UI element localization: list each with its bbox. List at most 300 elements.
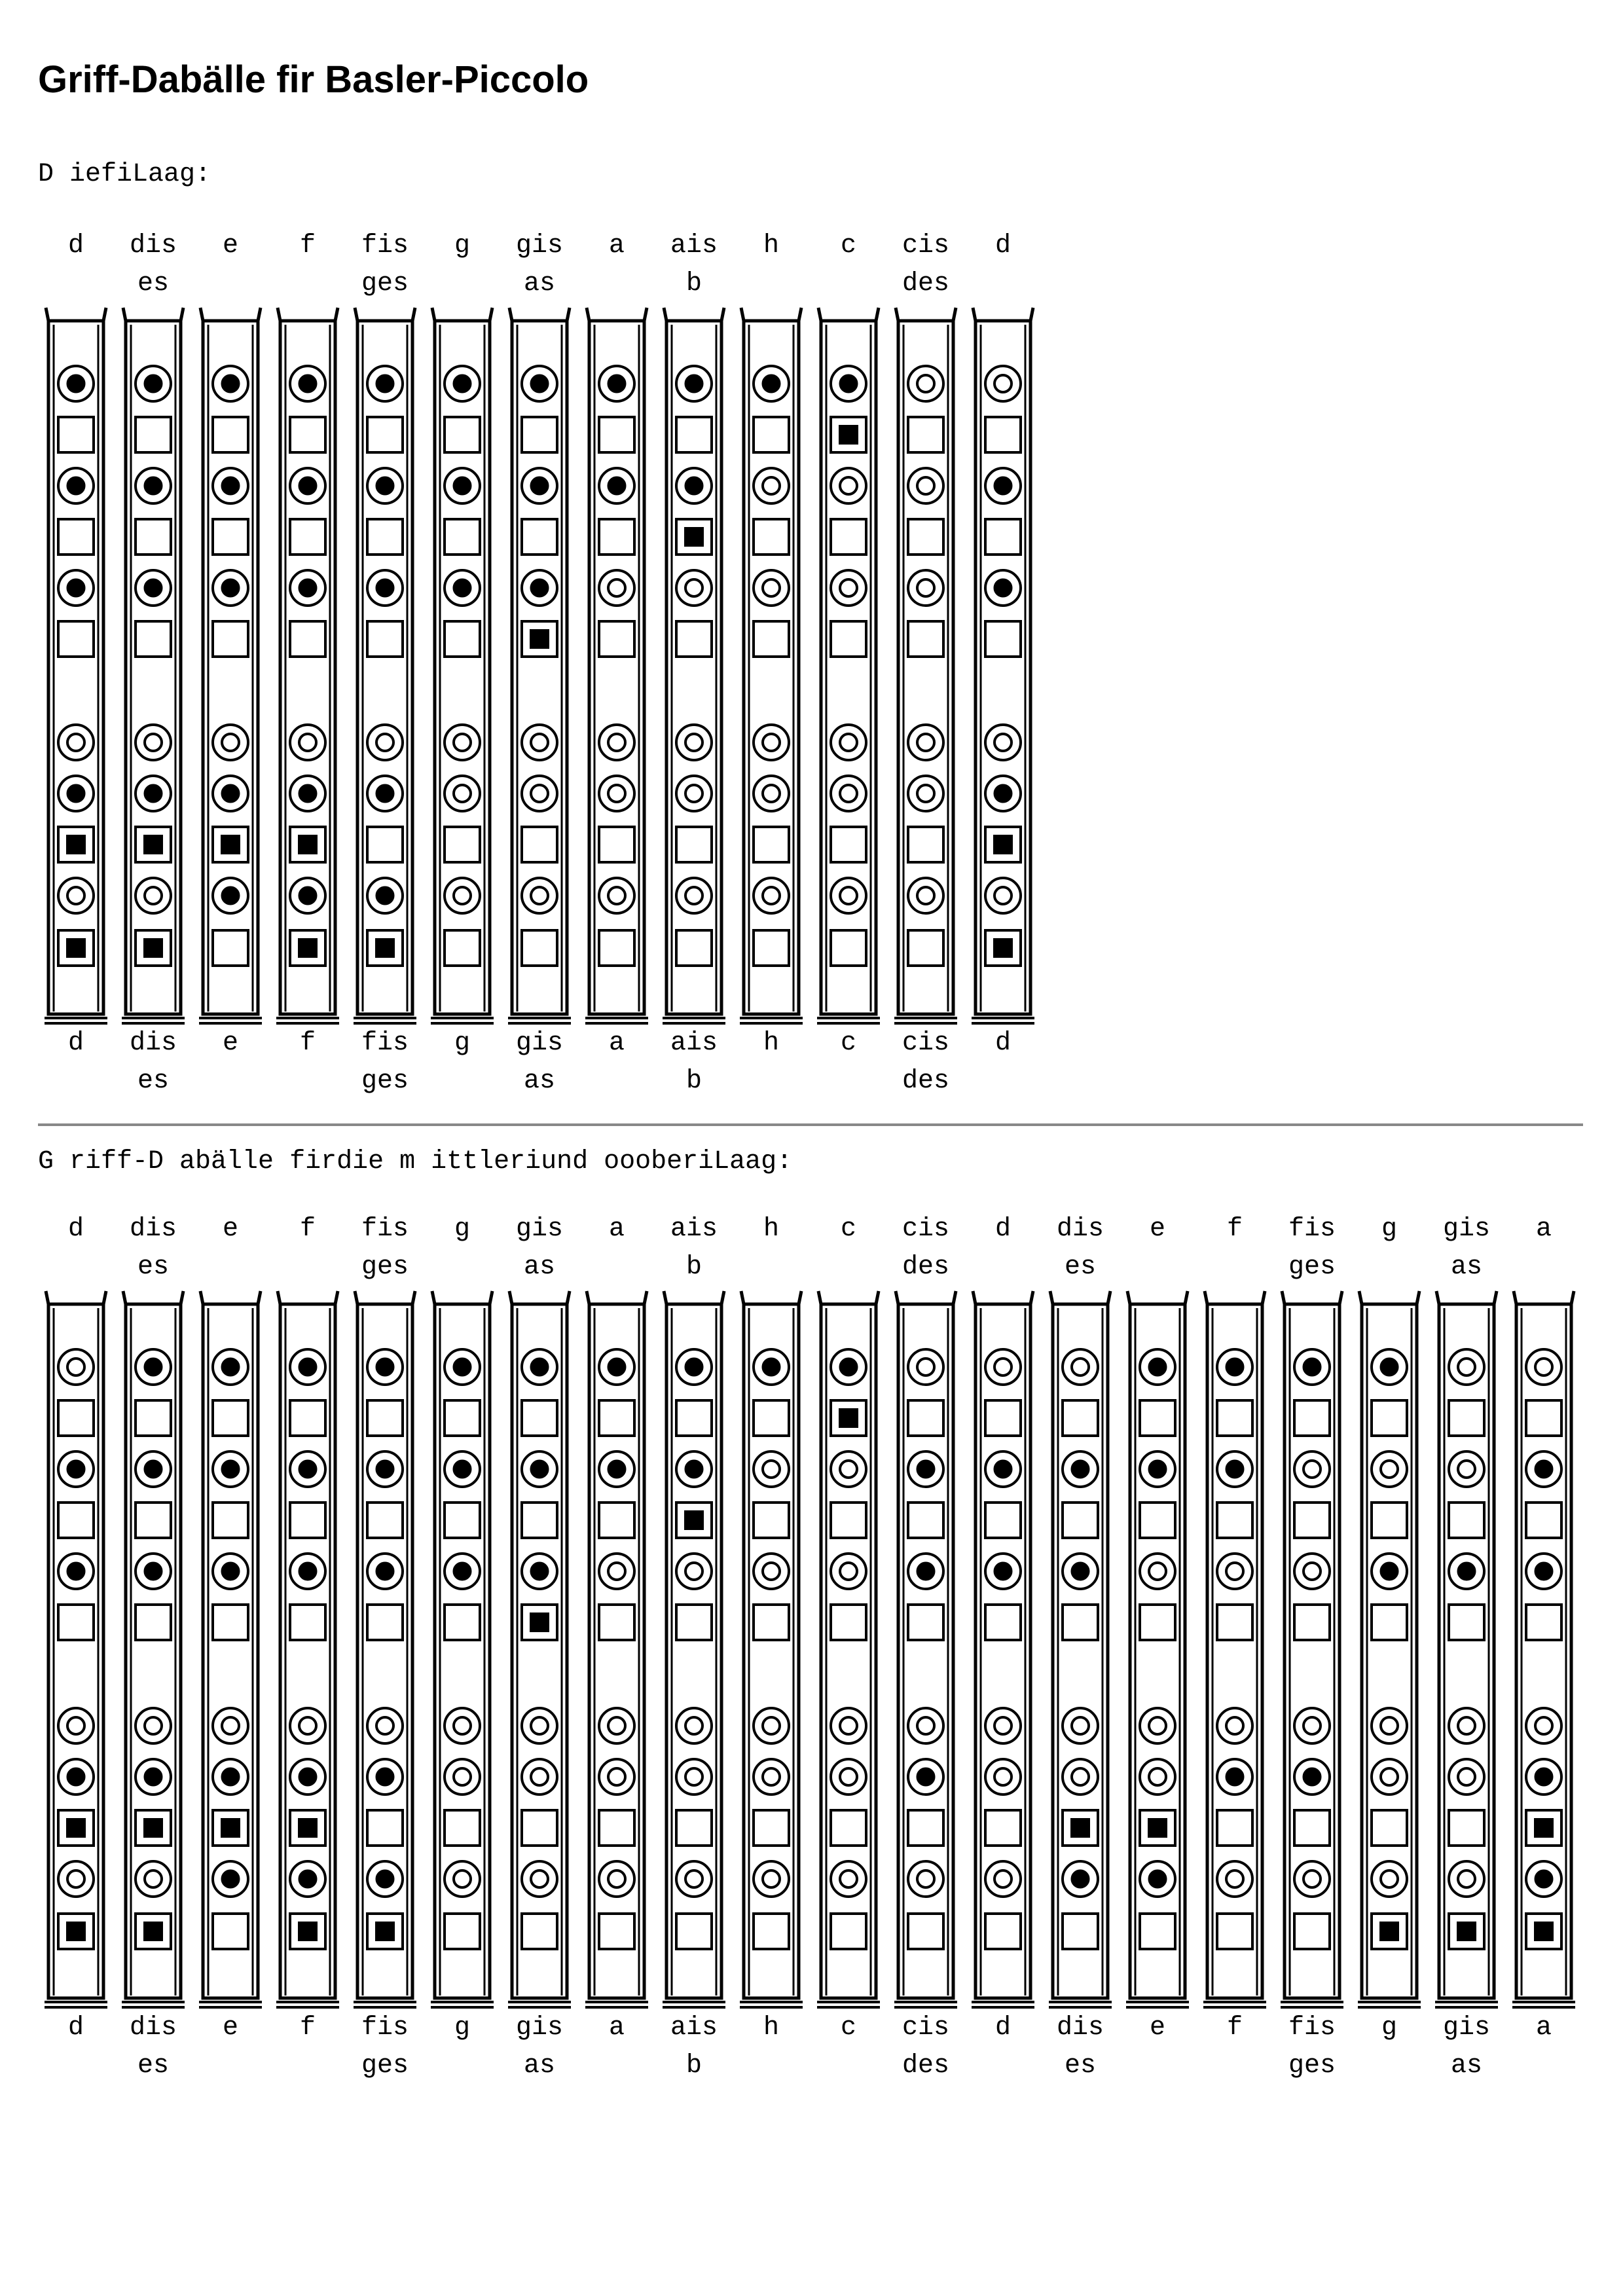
closed-hole-fill	[1303, 1768, 1321, 1786]
note-name-label: c	[840, 2013, 856, 2043]
fingering-column	[508, 1291, 571, 2007]
note-name-label: gis	[515, 1029, 563, 1058]
note-name-label: dis	[1056, 2013, 1104, 2043]
open-hole-ring	[1458, 1768, 1475, 1785]
note-name-label: f	[299, 1029, 316, 1058]
closed-hole-fill	[1457, 1562, 1476, 1580]
open-hole-ring	[145, 1717, 162, 1734]
closed-hole-fill	[453, 1562, 471, 1580]
closed-hole-fill	[376, 1768, 394, 1786]
open-key-icon	[1140, 1400, 1175, 1436]
note-name-label: fis	[361, 231, 409, 261]
note-name-label: d	[994, 2013, 1011, 2043]
note-name-label: gis	[1442, 1214, 1490, 1244]
closed-hole-fill	[67, 1562, 85, 1580]
closed-key-fill	[375, 1922, 395, 1941]
closed-hole-fill	[917, 1562, 935, 1580]
open-key-icon	[136, 1503, 171, 1538]
open-key-icon	[1063, 1605, 1098, 1640]
open-hole-ring	[1072, 1717, 1089, 1734]
open-hole-ring	[763, 1768, 780, 1785]
fingering-column	[1512, 1291, 1575, 2007]
note-name-label: g	[454, 231, 470, 261]
closed-hole-fill	[453, 1358, 471, 1376]
open-hole-ring	[1304, 1717, 1321, 1734]
note-alt-name-label: ges	[361, 269, 409, 299]
note-name-label: h	[763, 231, 779, 261]
open-hole-ring	[531, 1870, 548, 1887]
note-name-label: e	[222, 231, 238, 261]
closed-hole-fill	[685, 1358, 703, 1376]
open-key-icon	[1449, 1810, 1484, 1846]
note-name-label: e	[1149, 2013, 1165, 2043]
open-hole-ring	[299, 1717, 316, 1734]
open-hole-ring	[67, 1870, 84, 1887]
open-hole-ring	[1535, 1358, 1552, 1376]
open-key-icon	[1294, 1810, 1330, 1846]
note-name-label: a	[1535, 1214, 1552, 1244]
note-name-label: ais	[670, 1029, 718, 1058]
closed-hole-fill	[608, 1460, 626, 1478]
open-key-icon	[754, 1400, 789, 1436]
open-key-icon	[445, 1503, 480, 1538]
note-alt-name-label: b	[685, 1066, 702, 1096]
open-hole-ring	[917, 1870, 934, 1887]
closed-hole-fill	[1535, 1870, 1553, 1888]
closed-key-fill	[1379, 1922, 1399, 1941]
tube-top	[587, 1291, 647, 1304]
closed-hole-fill	[376, 1870, 394, 1888]
closed-hole-fill	[1226, 1460, 1244, 1478]
fingering-column	[585, 1291, 648, 2007]
tube-top	[1205, 1291, 1265, 1304]
fingering-column	[894, 1291, 957, 2007]
open-hole-ring	[1226, 1870, 1243, 1887]
open-key-icon	[445, 1914, 480, 1949]
note-name-label: f	[1226, 1214, 1243, 1244]
open-key-icon	[213, 1400, 248, 1436]
closed-key-fill	[1534, 1922, 1554, 1941]
closed-hole-fill	[299, 1460, 317, 1478]
open-hole-ring	[608, 1768, 625, 1785]
note-name-label: d	[994, 1214, 1011, 1244]
note-name-label: fis	[361, 1214, 409, 1244]
note-name-label: a	[1535, 2013, 1552, 2043]
tube-top	[355, 1291, 415, 1304]
note-name-label: d	[994, 1029, 1011, 1058]
tube-top	[1050, 1291, 1110, 1304]
open-key-icon	[599, 1914, 634, 1949]
fingering-column	[972, 1291, 1034, 2007]
open-key-icon	[367, 1503, 403, 1538]
section-heading-low-register: D iefiLaag:	[38, 160, 211, 189]
closed-hole-fill	[608, 1358, 626, 1376]
open-hole-ring	[994, 1768, 1012, 1785]
tube-top	[1127, 1291, 1188, 1304]
note-alt-name-label: es	[137, 2051, 169, 2081]
open-hole-ring	[1381, 1461, 1398, 1478]
closed-hole-fill	[144, 1358, 162, 1376]
closed-hole-fill	[530, 1460, 549, 1478]
note-name-label: f	[299, 231, 316, 261]
closed-hole-fill	[299, 1768, 317, 1786]
note-name-label: cis	[902, 1214, 949, 1244]
open-key-icon	[367, 1605, 403, 1640]
tube-top	[896, 1291, 956, 1304]
closed-hole-fill	[221, 1460, 240, 1478]
open-key-icon	[1372, 1605, 1407, 1640]
open-key-icon	[1217, 1914, 1252, 1949]
closed-hole-fill	[299, 1358, 317, 1376]
open-key-icon	[754, 1503, 789, 1538]
open-hole-ring	[994, 1358, 1012, 1376]
note-name-label: cis	[902, 1029, 949, 1058]
open-hole-ring	[1381, 1870, 1398, 1887]
note-name-label: c	[840, 231, 856, 261]
open-hole-ring	[840, 1563, 857, 1580]
fingering-column	[817, 1291, 880, 2007]
closed-hole-fill	[1148, 1460, 1167, 1478]
note-name-label: c	[840, 1214, 856, 1244]
closed-key-fill	[66, 1818, 86, 1838]
open-key-icon	[1294, 1605, 1330, 1640]
note-name-label: fis	[1288, 1214, 1336, 1244]
closed-key-fill	[839, 1408, 858, 1428]
open-key-icon	[522, 1810, 557, 1846]
open-key-icon	[754, 1605, 789, 1640]
open-hole-ring	[454, 1870, 471, 1887]
closed-hole-fill	[376, 1358, 394, 1376]
closed-hole-fill	[1380, 1358, 1398, 1376]
open-key-icon	[136, 1400, 171, 1436]
note-alt-name-label: des	[902, 1252, 949, 1282]
open-hole-ring	[1458, 1358, 1475, 1376]
open-hole-ring	[67, 1358, 84, 1376]
fingering-column	[740, 1291, 803, 2007]
closed-hole-fill	[1071, 1562, 1089, 1580]
open-key-icon	[213, 1914, 248, 1949]
note-alt-name-label: des	[902, 269, 949, 299]
open-hole-ring	[1226, 1563, 1243, 1580]
closed-key-fill	[143, 1818, 163, 1838]
note-name-label: d	[67, 1214, 84, 1244]
open-key-icon	[1217, 1400, 1252, 1436]
open-hole-ring	[1072, 1358, 1089, 1376]
open-hole-ring	[917, 1358, 934, 1376]
open-hole-ring	[1149, 1717, 1166, 1734]
tube-top	[432, 1291, 492, 1304]
note-name-label: c	[840, 1029, 856, 1058]
open-hole-ring	[1226, 1717, 1243, 1734]
open-key-icon	[290, 1400, 325, 1436]
closed-hole-fill	[530, 1358, 549, 1376]
note-name-label: g	[454, 2013, 470, 2043]
open-hole-ring	[840, 1870, 857, 1887]
note-name-label: f	[299, 2013, 316, 2043]
open-hole-ring	[145, 1870, 162, 1887]
tube-top	[200, 1291, 261, 1304]
open-key-icon	[676, 1400, 712, 1436]
open-hole-ring	[608, 1870, 625, 1887]
tube-top	[278, 1291, 338, 1304]
note-alt-name-label: b	[685, 1252, 702, 1282]
closed-key-fill	[1148, 1818, 1167, 1838]
open-hole-ring	[1458, 1870, 1475, 1887]
closed-hole-fill	[1071, 1460, 1089, 1478]
note-name-label: cis	[902, 231, 949, 261]
open-key-icon	[1526, 1400, 1561, 1436]
fingering-column	[1435, 1291, 1498, 2007]
note-name-label: d	[67, 1029, 84, 1058]
note-alt-name-label: des	[902, 2051, 949, 2081]
note-alt-name-label: es	[137, 269, 169, 299]
note-alt-name-label: as	[523, 1066, 555, 1096]
note-name-label: dis	[1056, 1214, 1104, 1244]
open-key-icon	[445, 1605, 480, 1640]
note-name-label: d	[67, 231, 84, 261]
open-hole-ring	[1381, 1768, 1398, 1785]
open-key-icon	[290, 1605, 325, 1640]
open-key-icon	[908, 1810, 943, 1846]
note-name-label: g	[454, 1029, 470, 1058]
note-name-label: a	[608, 2013, 625, 2043]
open-key-icon	[1372, 1810, 1407, 1846]
open-key-icon	[599, 1605, 634, 1640]
open-key-icon	[213, 1605, 248, 1640]
fingering-column	[1203, 1291, 1266, 2007]
open-key-icon	[58, 1605, 94, 1640]
closed-hole-fill	[221, 1562, 240, 1580]
open-hole-ring	[763, 1461, 780, 1478]
open-key-icon	[1449, 1400, 1484, 1436]
open-hole-ring	[1381, 1717, 1398, 1734]
open-key-icon	[908, 1400, 943, 1436]
closed-hole-fill	[221, 1768, 240, 1786]
closed-hole-fill	[221, 1870, 240, 1888]
note-alt-name-label: es	[137, 1252, 169, 1282]
closed-hole-fill	[994, 1460, 1012, 1478]
closed-hole-fill	[1303, 1358, 1321, 1376]
note-name-label: g	[454, 1214, 470, 1244]
note-name-label: d	[994, 231, 1011, 261]
closed-hole-fill	[67, 1768, 85, 1786]
open-key-icon	[831, 1914, 866, 1949]
open-key-icon	[831, 1605, 866, 1640]
open-key-icon	[1063, 1400, 1098, 1436]
open-key-icon	[1140, 1914, 1175, 1949]
closed-key-fill	[221, 1818, 240, 1838]
closed-hole-fill	[1380, 1562, 1398, 1580]
open-hole-ring	[685, 1717, 702, 1734]
open-hole-ring	[1072, 1768, 1089, 1785]
note-name-label: dis	[129, 2013, 177, 2043]
open-key-icon	[58, 1400, 94, 1436]
open-hole-ring	[1149, 1768, 1166, 1785]
open-key-icon	[908, 1605, 943, 1640]
note-name-label: e	[222, 1029, 238, 1058]
note-name-label: a	[608, 1029, 625, 1058]
fingering-column	[1281, 1291, 1343, 2007]
note-name-label: fis	[361, 2013, 409, 2043]
closed-key-fill	[1070, 1818, 1090, 1838]
open-key-icon	[908, 1503, 943, 1538]
closed-hole-fill	[1226, 1358, 1244, 1376]
open-key-icon	[445, 1400, 480, 1436]
closed-hole-fill	[1148, 1870, 1167, 1888]
note-name-label: dis	[129, 1214, 177, 1244]
open-key-icon	[676, 1605, 712, 1640]
note-name-label: gis	[515, 231, 563, 261]
open-key-icon	[1294, 1914, 1330, 1949]
note-alt-name-label: ges	[361, 1252, 409, 1282]
fingering-column	[276, 1291, 339, 2007]
open-hole-ring	[840, 1768, 857, 1785]
open-hole-ring	[840, 1461, 857, 1478]
tube-top	[509, 1291, 570, 1304]
tube-top	[123, 1291, 183, 1304]
note-alt-name-label: es	[1064, 1252, 1096, 1282]
closed-key-fill	[1457, 1922, 1476, 1941]
fingering-column	[354, 1291, 416, 2007]
open-hole-ring	[763, 1717, 780, 1734]
closed-hole-fill	[762, 1358, 780, 1376]
tube-top	[818, 1291, 879, 1304]
open-key-icon	[985, 1503, 1021, 1538]
open-key-icon	[831, 1810, 866, 1846]
note-name-label: f	[299, 1214, 316, 1244]
fingering-column	[1358, 1291, 1421, 2007]
open-key-icon	[136, 1605, 171, 1640]
closed-key-fill	[530, 1613, 549, 1632]
note-name-label: f	[1226, 2013, 1243, 2043]
note-alt-name-label: des	[902, 1066, 949, 1096]
note-name-label: d	[67, 2013, 84, 2043]
open-key-icon	[908, 1914, 943, 1949]
open-hole-ring	[1535, 1717, 1552, 1734]
closed-hole-fill	[144, 1460, 162, 1478]
open-hole-ring	[531, 1768, 548, 1785]
open-hole-ring	[1149, 1563, 1166, 1580]
closed-hole-fill	[1226, 1768, 1244, 1786]
open-key-icon	[1140, 1605, 1175, 1640]
fingering-column	[45, 1291, 107, 2007]
note-name-label: cis	[902, 2013, 949, 2043]
open-hole-ring	[1304, 1563, 1321, 1580]
tube-top	[973, 1291, 1033, 1304]
open-key-icon	[599, 1400, 634, 1436]
section-heading-middle-upper-register: G riff-D abälle firdie m ittleriund oooberiLaag:	[38, 1147, 793, 1176]
open-key-icon	[1372, 1400, 1407, 1436]
open-key-icon	[213, 1503, 248, 1538]
open-key-icon	[522, 1400, 557, 1436]
open-key-icon	[1140, 1503, 1175, 1538]
closed-key-fill	[298, 1818, 318, 1838]
note-name-label: a	[608, 1214, 625, 1244]
closed-key-fill	[66, 1922, 86, 1941]
closed-hole-fill	[685, 1460, 703, 1478]
open-key-icon	[1372, 1503, 1407, 1538]
note-name-label: gis	[515, 2013, 563, 2043]
open-key-icon	[1217, 1605, 1252, 1640]
note-alt-name-label: ges	[361, 1066, 409, 1096]
closed-hole-fill	[1535, 1768, 1553, 1786]
open-hole-ring	[1304, 1461, 1321, 1478]
open-hole-ring	[1304, 1870, 1321, 1887]
closed-hole-fill	[453, 1460, 471, 1478]
note-alt-name-label: ges	[1288, 2051, 1336, 2081]
note-alt-name-label: as	[523, 1252, 555, 1282]
note-name-label: dis	[129, 1029, 177, 1058]
closed-key-fill	[1534, 1818, 1554, 1838]
note-alt-name-label: as	[1450, 1252, 1482, 1282]
tube-top	[1359, 1291, 1419, 1304]
open-hole-ring	[376, 1717, 393, 1734]
open-key-icon	[985, 1810, 1021, 1846]
open-hole-ring	[763, 1870, 780, 1887]
note-name-label: dis	[129, 231, 177, 261]
note-name-label: e	[222, 1214, 238, 1244]
open-hole-ring	[685, 1768, 702, 1785]
open-hole-ring	[685, 1563, 702, 1580]
note-alt-name-label: es	[1064, 2051, 1096, 2081]
note-alt-name-label: ges	[1288, 1252, 1336, 1282]
closed-key-fill	[143, 1922, 163, 1941]
open-key-icon	[1526, 1605, 1561, 1640]
open-hole-ring	[608, 1717, 625, 1734]
note-name-label: h	[763, 2013, 779, 2043]
page-title: Griff-Dabälle fir Basler-Piccolo	[38, 58, 589, 101]
note-alt-name-label: b	[685, 269, 702, 299]
note-name-label: g	[1381, 1214, 1397, 1244]
open-hole-ring	[454, 1768, 471, 1785]
open-key-icon	[676, 1810, 712, 1846]
tube-top	[1282, 1291, 1342, 1304]
closed-hole-fill	[67, 1460, 85, 1478]
open-key-icon	[445, 1810, 480, 1846]
fingering-column	[199, 1291, 262, 2007]
open-key-icon	[754, 1810, 789, 1846]
note-name-label: h	[763, 1214, 779, 1244]
open-key-icon	[522, 1914, 557, 1949]
note-name-label: gis	[515, 1214, 563, 1244]
note-name-label: h	[763, 1029, 779, 1058]
open-key-icon	[985, 1605, 1021, 1640]
tube-top	[1436, 1291, 1497, 1304]
open-hole-ring	[994, 1870, 1012, 1887]
note-alt-name-label: as	[523, 2051, 555, 2081]
closed-hole-fill	[1535, 1562, 1553, 1580]
closed-hole-fill	[299, 1562, 317, 1580]
fingering-column	[663, 1291, 725, 2007]
open-key-icon	[1294, 1400, 1330, 1436]
open-key-icon	[58, 1503, 94, 1538]
closed-hole-fill	[144, 1562, 162, 1580]
closed-key-fill	[684, 1510, 704, 1530]
closed-hole-fill	[376, 1562, 394, 1580]
fingering-column	[431, 1291, 494, 2007]
note-name-label: fis	[361, 1029, 409, 1058]
open-key-icon	[1449, 1605, 1484, 1640]
note-name-label: ais	[670, 1214, 718, 1244]
open-hole-ring	[917, 1717, 934, 1734]
note-name-label: fis	[1288, 2013, 1336, 2043]
note-alt-name-label: ges	[361, 2051, 409, 2081]
closed-hole-fill	[839, 1358, 858, 1376]
tube-top	[1514, 1291, 1574, 1304]
closed-hole-fill	[299, 1870, 317, 1888]
open-key-icon	[831, 1503, 866, 1538]
open-key-icon	[676, 1914, 712, 1949]
